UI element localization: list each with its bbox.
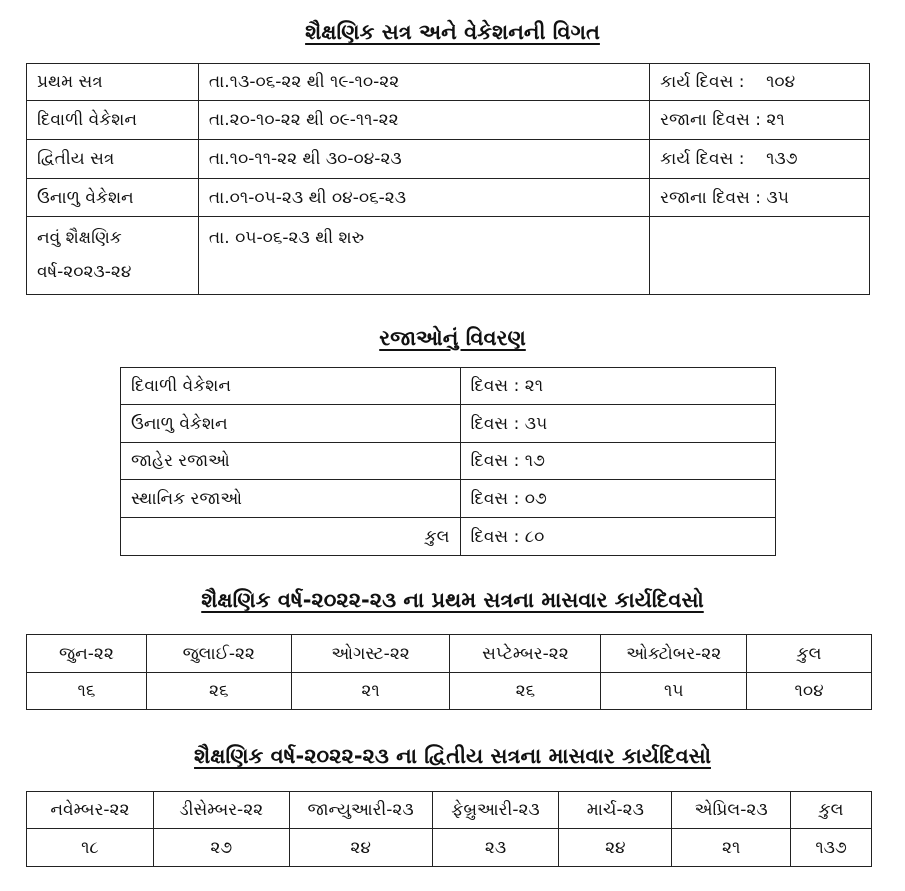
table-row xyxy=(121,443,776,480)
row-label: પ્રથમ સત્ર xyxy=(27,64,199,101)
row-days: રજાના દિવસ : ૩૫ xyxy=(650,179,870,217)
total-row xyxy=(121,518,776,556)
row-label: ઉનાળુ વેકેશન xyxy=(27,179,199,217)
holiday-days: દિવસ : ૨૧ xyxy=(460,368,776,405)
holiday-label: ઉનાળુ વેકેશન xyxy=(121,405,461,443)
section-title-holiday-summary: રજાઓનું વિવરણ xyxy=(379,326,526,350)
row-period: તા.૧૩-૦૬-૨૨ થી ૧૯-૧૦-૨૨ xyxy=(198,64,649,101)
month-value: ૨૩ xyxy=(432,829,559,867)
section-title-second-term-monthly: શૈક્ષણિક વર્ષ-૨૦૨૨-૨૩ ના દ્વિતીય સત્રના માસવાર કાર્યદિવસો xyxy=(194,744,711,768)
row-period: તા. ૦૫-૦૬-૨૩ થી શરુ xyxy=(198,217,649,295)
total-value: ૧૩૭ xyxy=(791,829,872,867)
table-row xyxy=(27,217,870,295)
row-days: કાર્ય દિવસ : ૧૩૭ xyxy=(650,140,870,179)
row-label: દ્વિતીય સત્ર xyxy=(27,140,199,179)
header-row xyxy=(27,792,872,829)
month-header: ફેબ્રુઆરી-૨૩ xyxy=(432,792,559,829)
month-header: એપ્રિલ-૨૩ xyxy=(672,792,791,829)
row-days: કાર્ય દિવસ : ૧૦૪ xyxy=(650,64,870,101)
table-row xyxy=(27,64,870,101)
month-header: જુન-૨૨ xyxy=(27,635,147,673)
holiday-days: દિવસ : ૧૭ xyxy=(460,443,776,480)
month-header: જાન્યુઆરી-૨૩ xyxy=(289,792,432,829)
month-header: ડીસેમ્બર-૨૨ xyxy=(153,792,289,829)
month-value: ૨૬ xyxy=(450,673,601,710)
row-days xyxy=(650,217,870,295)
table-row xyxy=(27,140,870,179)
month-value: ૨૪ xyxy=(559,829,672,867)
month-header: નવેમ્બર-૨૨ xyxy=(27,792,154,829)
holiday-label: સ્થાનિક રજાઓ xyxy=(121,480,461,518)
month-header: ઓક્ટોબર-૨૨ xyxy=(601,635,747,673)
value-row xyxy=(27,829,872,867)
table-row xyxy=(121,405,776,443)
total-header: કુલ xyxy=(791,792,872,829)
total-header: કુલ xyxy=(747,635,872,673)
total-value: ૧૦૪ xyxy=(747,673,872,710)
total-label: કુલ xyxy=(121,518,461,556)
new-year-label-line2: વર્ષ-૨૦૨૩-૨૪ xyxy=(37,262,132,282)
month-value: ૧૮ xyxy=(27,829,154,867)
row-days: રજાના દિવસ : ૨૧ xyxy=(650,101,870,140)
month-header: માર્ચ-૨૩ xyxy=(559,792,672,829)
month-header: સપ્ટેમ્બર-૨૨ xyxy=(450,635,601,673)
row-period: તા.૦૧-૦૫-૨૩ થી ૦૪-૦૬-૨૩ xyxy=(198,179,649,217)
month-header: જુલાઈ-૨૨ xyxy=(146,635,291,673)
table-row xyxy=(27,101,870,140)
row-label xyxy=(27,217,199,295)
row-period: તા.૧૦-૧૧-૨૨ થી ૩૦-૦૪-૨૩ xyxy=(198,140,649,179)
holiday-days: દિવસ : ૦૭ xyxy=(460,480,776,518)
table-row xyxy=(27,179,870,217)
section-title-session-details: શૈક્ષણિક સત્ર અને વેકેશનની વિગત xyxy=(305,20,600,44)
month-value: ૨૭ xyxy=(153,829,289,867)
month-value: ૨૧ xyxy=(291,673,450,710)
holiday-label: દિવાળી વેકેશન xyxy=(121,368,461,405)
holiday-days: દિવસ : ૩૫ xyxy=(460,405,776,443)
row-period: તા.૨૦-૧૦-૨૨ થી ૦૯-૧૧-૨૨ xyxy=(198,101,649,140)
second-term-monthly-table xyxy=(26,791,872,867)
new-year-label-line1: નવું શૈક્ષણિક xyxy=(37,228,122,248)
table-row xyxy=(121,480,776,518)
holiday-label: જાહેર રજાઓ xyxy=(121,443,461,480)
month-value: ૨૪ xyxy=(289,829,432,867)
header-row xyxy=(27,635,872,673)
month-value: ૨૬ xyxy=(146,673,291,710)
table-row xyxy=(121,368,776,405)
session-details-table xyxy=(26,63,870,295)
month-value: ૧૫ xyxy=(601,673,747,710)
month-header: ઓગસ્ટ-૨૨ xyxy=(291,635,450,673)
month-value: ૨૧ xyxy=(672,829,791,867)
section-title-first-term-monthly: શૈક્ષણિક વર્ષ-૨૦૨૨-૨૩ ના પ્રથમ સત્રના માસવાર કાર્યદિવસો xyxy=(201,588,704,612)
first-term-monthly-table xyxy=(26,634,872,710)
month-value: ૧૬ xyxy=(27,673,147,710)
row-label: દિવાળી વેકેશન xyxy=(27,101,199,140)
holiday-summary-table xyxy=(120,367,776,556)
total-days: દિવસ : ૮૦ xyxy=(460,518,776,556)
value-row xyxy=(27,673,872,710)
